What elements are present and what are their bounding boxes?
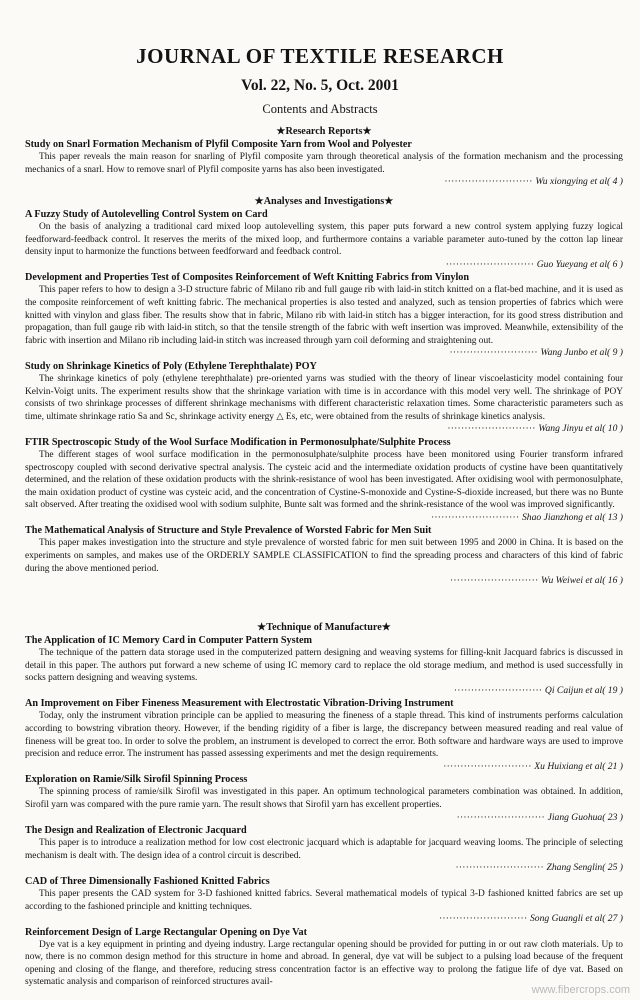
article-author	[25, 761, 623, 774]
leader-dots: ··························	[439, 913, 528, 925]
article-title: CAD of Three Dimensionally Fashioned Knitted Fabrics	[25, 875, 270, 887]
article	[25, 773, 623, 824]
article-title: Study on Snarl Formation Mechanism of Plyfil Composite Yarn from Wool and Polyester	[25, 139, 412, 150]
leader-dots: ··························	[431, 511, 520, 523]
article-abstract: Today, only the instrument vibration principle can be applied to measuring the fineness of a staple thread. This kind of instruments performs calculation according to bowstring vibration theory. However, if the bending rigidity of a fiber is large, the discrepancy between measured reading and real value of fineness will be great too. In order to solve the problem, an instrument is developed to correct the error. Both software and hardware ways are used to improve precision and reduce error. The instrument has passed assessing experiments and met the design requirements.	[25, 711, 623, 760]
section-heading: ★Research Reports★	[276, 126, 372, 137]
article-title: Exploration on Ramie/Silk Sirofil Spinning Process	[25, 774, 248, 786]
author-page: Zhang Senglin( 25 )	[546, 862, 623, 874]
article	[25, 697, 623, 773]
article-abstract: This paper presents the CAD system for 3-D fashioned knitted fabrics. Several mathematical models of typical 3-D fashioned knitted fabrics are set up according to the fashioned principle and knitting techniques.	[25, 888, 623, 912]
article-title: Development and Properties Test of Composites Reinforcement of Weft Knitting Fabrics from Vinylon	[25, 272, 470, 284]
leader-dots: ··························	[443, 760, 532, 772]
article-title: The Design and Realization of Electronic Jacquard	[25, 825, 247, 837]
article-author	[25, 812, 623, 825]
article	[25, 524, 623, 587]
author-page: Qi Caijun et al( 19 )	[544, 684, 623, 696]
article-author	[25, 685, 623, 698]
article	[25, 360, 623, 436]
article-title: The Mathematical Analysis of Structure and Style Prevalence of Worsted Fabric for Men Suit	[25, 525, 432, 537]
article-author	[25, 347, 623, 360]
author-page: Jiang Guohua( 23 )	[547, 811, 623, 823]
article	[25, 875, 623, 926]
contents-heading: Contents and Abstracts	[262, 102, 378, 116]
article-author	[25, 512, 623, 525]
article	[25, 634, 623, 697]
journal-title: JOURNAL OF TEXTILE RESEARCH	[136, 44, 504, 68]
article-abstract: The spinning process of ramie/silk Sirofil was investigated in this paper. An optimum technological parameters combination was obtained. In addition, Sirofil yarn was compared with the pure ramie yarn. The result shows that Sirofil yarn has excellent properties.	[25, 787, 623, 810]
author-page: Wang Jinyu et al( 10 )	[538, 423, 623, 435]
article-author	[25, 259, 623, 272]
section-heading: ★Analyses and Investigations★	[254, 196, 394, 207]
author-page: Guo Yueyang et al( 6 )	[536, 258, 623, 270]
article	[25, 271, 623, 360]
leader-dots: ··························	[449, 347, 539, 359]
article-title: A Fuzzy Study of Autolevelling Control System on Card	[25, 209, 268, 220]
article	[25, 436, 623, 525]
author-page: Wu Weiwei et al( 16 )	[541, 575, 623, 587]
article-title: Study on Shrinkage Kinetics of Poly (Ethylene Terephthalate) POY	[25, 360, 317, 372]
section-technique-manufacture	[25, 621, 623, 989]
article-abstract: On the basis of analyzing a traditional card mixed loop autolevelling system, this paper puts forward a new control system applying fuzzy logical feedforward-feedback control. It reserves the merits of the mixed loop, and furthermore contains a variable parameter auto-tuned by the cotton lap linear density input to harmonize the functions between feedforward and feedback control.	[25, 222, 623, 258]
volume-line: Vol. 22, No. 5, Oct. 2001	[241, 77, 399, 94]
article	[25, 926, 623, 989]
leader-dots: ··························	[450, 575, 539, 587]
leader-dots: ··························	[447, 423, 536, 435]
leader-dots: ··························	[456, 811, 546, 823]
article-abstract: This paper reveals the main reason for snarling of Plyfil composite yarn through theoretical analysis of the formation mechanism and the processing mechanics of a snarl. How to remove snarl of Plyfil composite yarns has also been investigated.	[25, 152, 623, 175]
author-page: Wu xiongying et al( 4 )	[535, 176, 623, 188]
author-page: Xu Huixiang et al( 21 )	[534, 760, 623, 772]
article-abstract: This paper is to introduce a realization method for low cost electronic jacquard which is adaptable for jacquard weaving looms. The principle of selecting mechanism is dealt with. The design idea of a control circuit is described.	[25, 838, 623, 861]
article-abstract: The technique of the pattern data storage used in the computerized pattern designing and weaving systems for filling-knit Jacquard fabrics is discussed in detail in this paper. The authors put forward a new scheme of using IC memory card to replace the old storage medium, and method is used successfully in socks pattern designing and weaving systems.	[25, 648, 623, 684]
author-page: Song Guangli et al( 27 )	[530, 913, 623, 925]
section-research-reports	[25, 125, 623, 189]
article-title: Reinforcement Design of Large Rectangular Opening on Dye Vat	[25, 926, 308, 938]
leader-dots: ··························	[445, 258, 535, 270]
article-abstract: This paper makes investigation into the structure and style prevalence of worsted fabric for men suit between 1995 and 2000 in China. It is based on the experiments on samples, and makes use of the ORDERLY SAMPLE CLASSIFICATION to find the spreading process and characters of this kind of fabric during the above mentioned period.	[25, 538, 623, 574]
article-abstract: This paper refers to how to design a 3-D structure fabric of Milano rib and full gauge rib with laid-in stitch knitted on a flat-bed machine, and it is used as the composite reinforcement of weft knitting fabric. The mechanical properties is also tested and analyzed, such as tension properties of fabrics which were knitted with vinylon and glass fiber. The results show that in fabric, Milano rib with laid-in stitch has a bigger interaction, for its good stress distribution and propagation, than full gauge rib with laid-in stitch, so that the tensile strength of the fabric with weft insertion was improved. Meanwhile, extensibility of the fabric with insertion and Milano rib including laid-in stitch was increased through yarn coil deforming and straightening out.	[25, 285, 623, 346]
section-heading: ★Technique of Manufacture★	[257, 622, 391, 633]
section-analyses-investigations	[25, 195, 623, 588]
article-author	[25, 862, 623, 875]
article-abstract: The shrinkage kinetics of poly (ethylene terephthalate) pre-oriented yarns was studied with the theory of linear viscoelasticity model containing four Kelvin-Voigt units. The experiment results show that the shrinkage variation with time is in accordance with this model very well. The shrinkage of POY consists of two shrinkage processes of different shrinkage mechanisms with different characteristic relaxation times. Some characteristic parameters such as time, ultimate shrinkage ratio Sa and Sc, shrinkage activity energy △ Es, etc, were obtained from the results of shrinkage kinetics analysis.	[25, 373, 623, 422]
author-page: Shao Jianzhong et al( 13 )	[522, 511, 623, 523]
article-title: An Improvement on Fiber Fineness Measurement with Electrostatic Vibration-Driving Instrument	[25, 698, 454, 710]
article-author	[25, 176, 623, 189]
article-abstract: Dye vat is a key equipment in printing and dyeing industry. Large rectangular opening should be provided for putting in or out raw cloth materials. Up to now, there is no common design method for this structure in home and abroad. In general, dye vat will be subject to a pulsing load because of the frequent opening and closing of the flange, and therefore, reducing stress concentration factor is an effective way to prolong the fatigue life of dye vat. Based on systematic analysis and comparison of reinforced structures avail-	[25, 939, 623, 988]
article	[25, 824, 623, 875]
article-title: The Application of IC Memory Card in Computer Pattern System	[25, 635, 313, 646]
watermark: www.fibercrops.com	[531, 984, 630, 996]
article-author	[25, 575, 623, 588]
article-author	[25, 423, 623, 436]
article-author	[25, 913, 623, 926]
leader-dots: ··························	[444, 176, 533, 188]
article-title: FTIR Spectroscopic Study of the Wool Surface Modification in Permonosulphate/Sulphite Process	[25, 436, 451, 448]
leader-dots: ··························	[455, 862, 545, 874]
leader-dots: ··························	[454, 684, 543, 696]
article	[25, 138, 623, 189]
author-page: Wang Junbo et al( 9 )	[540, 347, 623, 359]
article	[25, 208, 623, 271]
article-abstract: The different stages of wool surface modification in the permonosulphate/sulphite process have been monitored using Fourier transform infrared spectroscopy coupled with second derivative spectral analysis. The cysteic acid and the intermediate oxidation products of cystine have been quantitatively determined, and the relation of these oxidation products with the shrink-resistance of wool has been investigated. After oxidising wool with permonosulphate, the main oxidation product of cystine was cysteic acid, and the concentration of Cystine-S-monoxide and Cystine-S-dioxide increased, but there was no Bunte salt observed. After treating the oxidised wool with sodium sulphite, Bunte salt was formed and the shrink-resistance of the wool was improved significantly.	[25, 449, 623, 511]
